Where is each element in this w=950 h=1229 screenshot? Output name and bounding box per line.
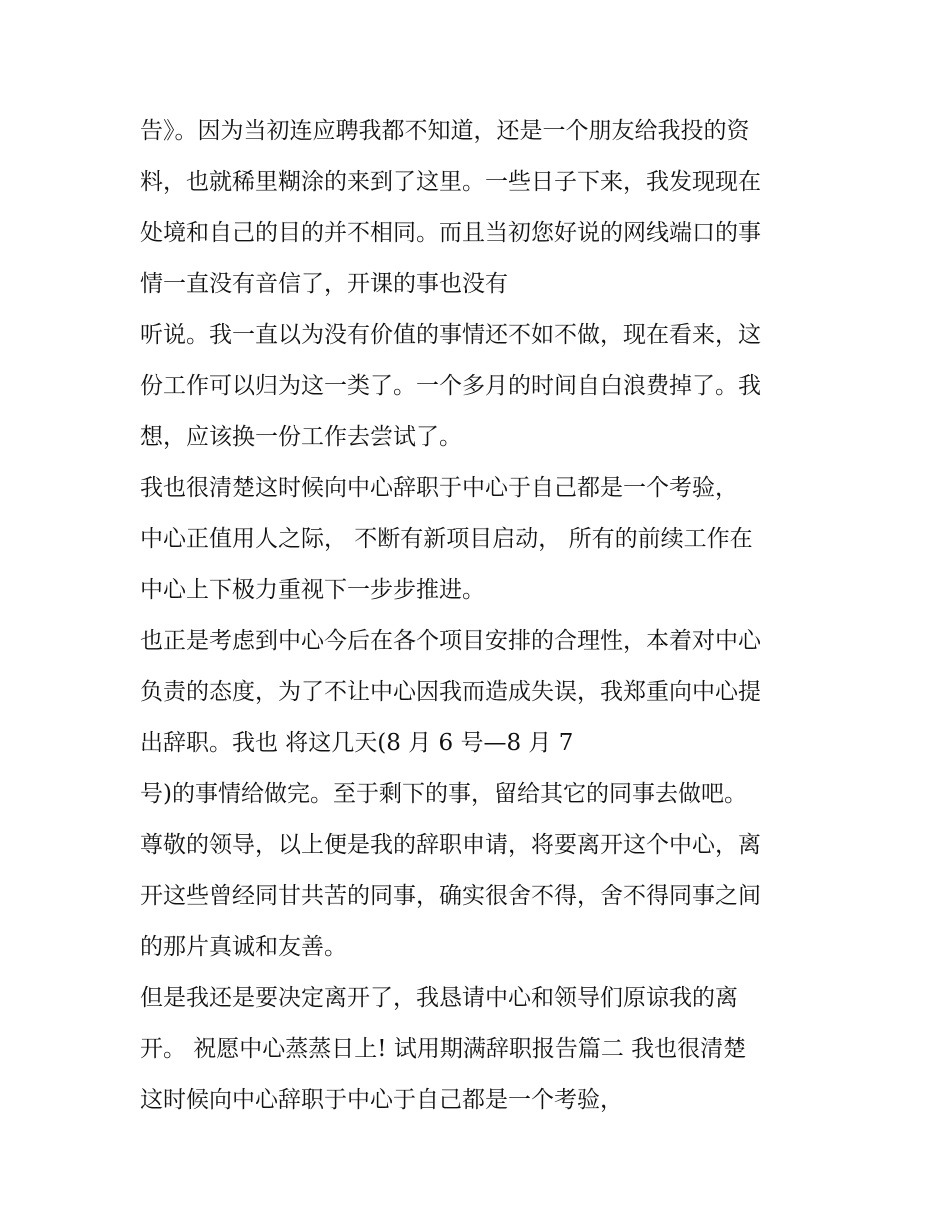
text-line-2: 料，也就稀里糊涂的来到了这里。一些日子下来，我发现现在	[140, 169, 761, 195]
text-line-13: 出辞职。我也 将这几天(8 月 6 号—8 月 7	[140, 730, 574, 756]
text-line-3: 处境和自己的目的并不相同。而且当初您好说的网线端口的事	[140, 220, 761, 246]
text-line-6: 份工作可以归为这一类了。一个多月的时间自白浪费掉了。我	[140, 373, 761, 399]
text-line-11: 也正是考虑到中心今后在各个项目安排的合理性，本着对中心	[140, 628, 761, 654]
text-line-15: 尊敬的领导，以上便是我的辞职申请，将要离开这个中心，离	[140, 832, 761, 858]
text-line-18: 但是我还是要决定离开了，我恳请中心和领导们原谅我的离	[140, 985, 738, 1011]
text-line-7: 想，应该换一份工作去尝试了。	[140, 424, 462, 450]
text-line-12: 负责的态度，为了不让中心因我而造成失误，我郑重向中心提	[140, 679, 761, 705]
text-line-8: 我也很清楚这时候向中心辞职于中心于自己都是一个考验，	[140, 475, 738, 501]
text-line-5: 听说。我一直以为没有价值的事情还不如不做，现在看来，这	[140, 322, 761, 348]
text-line-10: 中心上下极力重视下一步步推进。	[140, 577, 485, 603]
text-line-20: 这时候向中心辞职于中心于自己都是一个考验，	[140, 1087, 623, 1113]
document-body	[140, 106, 820, 1126]
text-line-14: 号)的事情给做完。至于剩下的事，留给其它的同事去做吧。	[140, 781, 747, 807]
text-line-19: 开。 祝愿中心蒸蒸日上! 试用期满辞职报告篇二 我也很清楚	[140, 1036, 747, 1062]
text-line-16: 开这些曾经同甘共苦的同事，确实很舍不得，舍不得同事之间	[140, 883, 761, 909]
text-line-9: 中心正值用人之际， 不断有新项目启动， 所有的前续工作在	[140, 526, 753, 552]
text-line-4: 情一直没有音信了，开课的事也没有	[140, 271, 508, 297]
text-line-1: 告》。因为当初连应聘我都不知道，还是一个朋友给我投的资	[140, 118, 750, 144]
text-line-17: 的那片真诚和友善。	[140, 934, 347, 960]
